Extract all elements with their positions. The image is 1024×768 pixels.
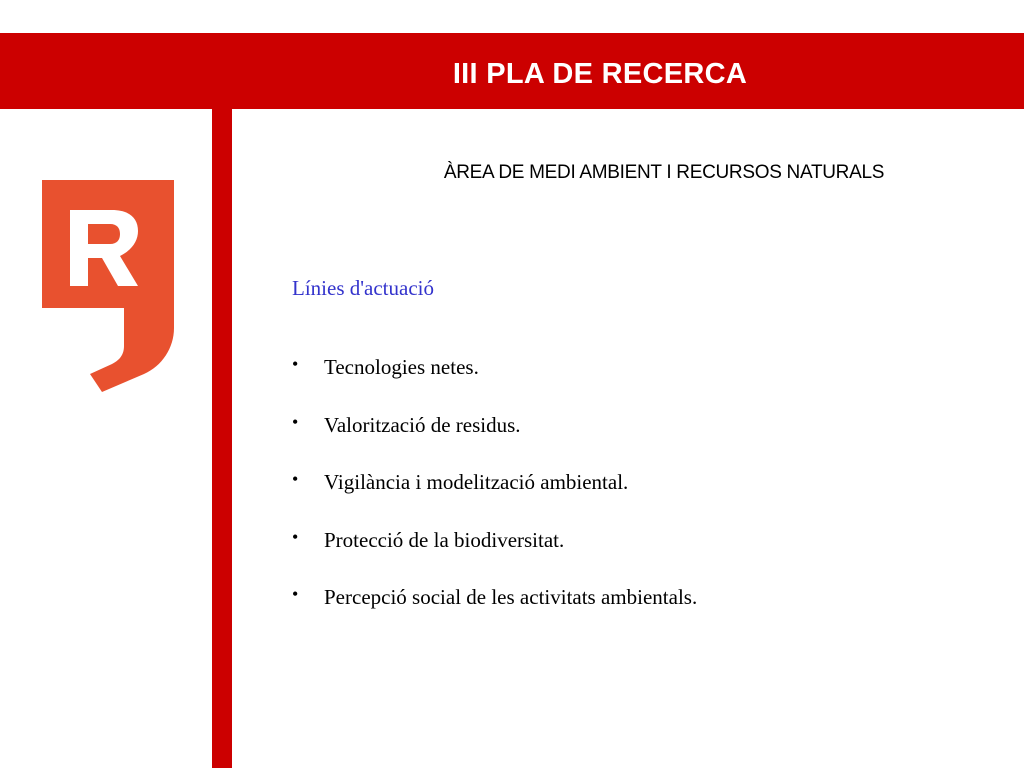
area-title-text: ÀREA DE MEDI AMBIENT I RECURSOS NATURALS — [443, 162, 885, 183]
list-item-text: Tecnologies netes. — [324, 355, 479, 379]
bullet-icon: • — [292, 584, 299, 604]
r-logo-icon — [40, 178, 176, 394]
bullet-icon: • — [292, 469, 299, 489]
header-title-container — [0, 33, 1024, 109]
list-item-text: Percepció social de les activitats ambientals. — [324, 585, 698, 609]
area-title — [232, 162, 1024, 184]
header-bar — [0, 33, 1024, 109]
list-item-text: Protecció de la biodiversitat. — [324, 527, 565, 552]
page-title: III PLA DE RECERCA — [452, 58, 748, 90]
bullet-icon: • — [292, 354, 299, 374]
bullet-icon: • — [292, 526, 299, 547]
list-item-text: Valorització de residus. — [324, 412, 521, 437]
section-heading: Línies d'actuació — [292, 276, 434, 300]
list-item-text: Vigilància i modelització ambiental. — [324, 470, 629, 494]
bullet-icon: • — [292, 411, 299, 432]
vertical-divider — [212, 109, 232, 768]
